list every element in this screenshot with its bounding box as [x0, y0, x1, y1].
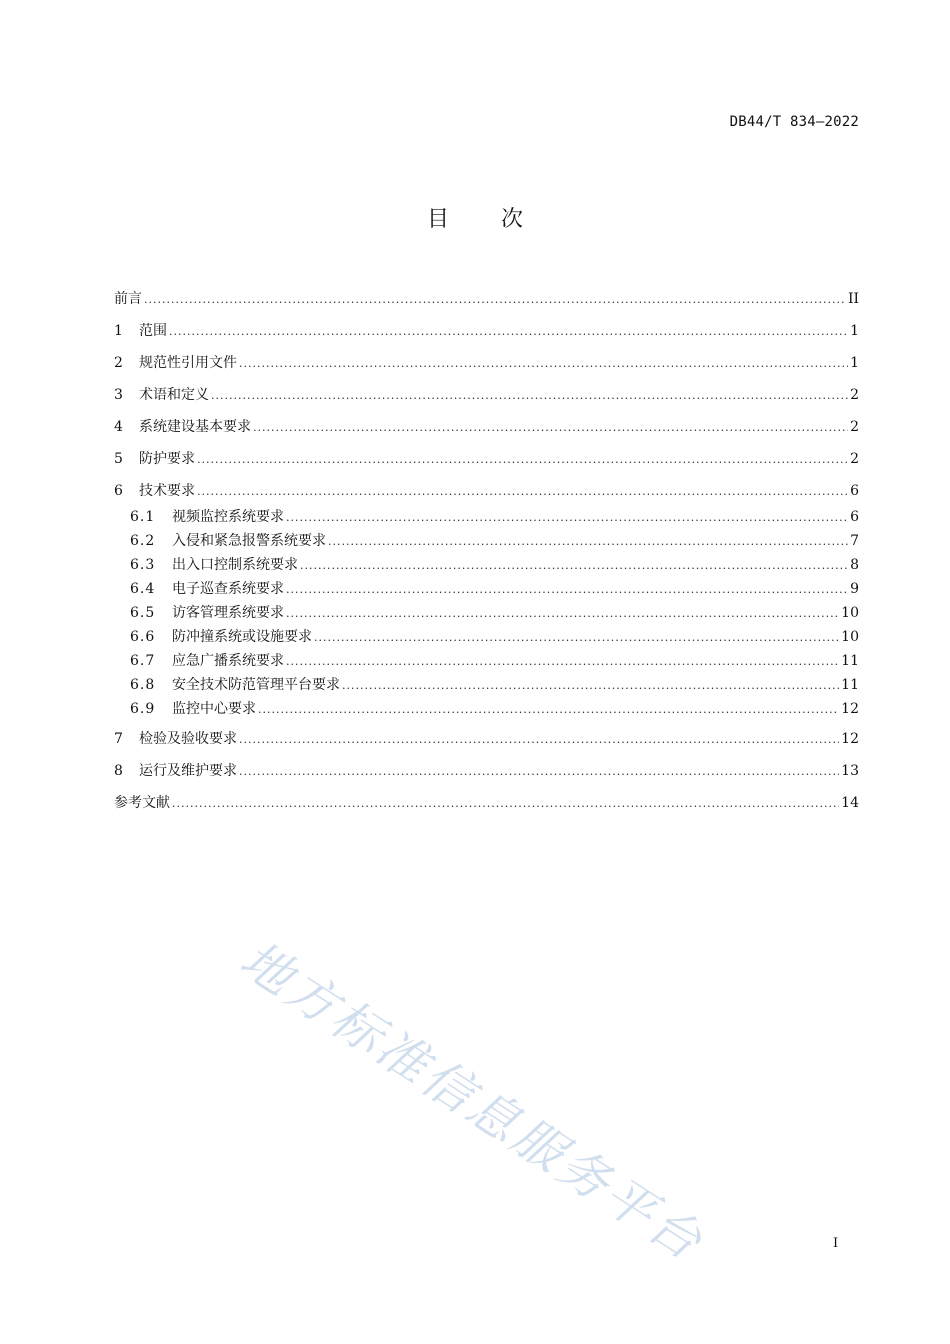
toc-entry-page: 12 — [841, 701, 859, 717]
toc-leader-dots — [286, 578, 848, 602]
toc-entry-number: 2 — [114, 355, 123, 371]
toc-entry-title: 监控中心要求 — [172, 701, 256, 717]
toc-entry-title: 技术要求 — [139, 483, 195, 499]
toc-entry-page: 11 — [841, 677, 859, 693]
toc-entry-title: 术语和定义 — [139, 387, 209, 403]
toc-entry-page: 9 — [850, 581, 859, 597]
toc-leader-dots — [239, 352, 848, 376]
toc-entry-number: 5 — [114, 451, 123, 467]
toc-entry-title: 参考文献 — [114, 795, 170, 811]
toc-leader-dots — [211, 384, 848, 408]
toc-subentry[interactable] — [114, 625, 859, 649]
toc-entry-number: 4 — [114, 419, 123, 435]
toc-entry-page: 13 — [841, 763, 859, 779]
table-of-contents — [114, 287, 859, 823]
toc-entry-page: 8 — [850, 557, 859, 573]
toc-entry[interactable] — [114, 447, 859, 471]
toc-leader-dots — [342, 674, 839, 698]
toc-entry-page: II — [847, 291, 859, 307]
toc-leader-dots — [239, 760, 839, 784]
toc-entry[interactable] — [114, 415, 859, 439]
toc-entry-page: 6 — [850, 509, 859, 525]
toc-entry-number: 7 — [114, 731, 123, 747]
toc-entry-page: 2 — [850, 419, 859, 435]
toc-leader-dots — [253, 416, 848, 440]
toc-entry-page: 6 — [850, 483, 859, 499]
toc-entry-number: 6.9 — [130, 701, 156, 717]
toc-entry-number: 6.2 — [130, 533, 156, 549]
toc-entry-title: 安全技术防范管理平台要求 — [172, 677, 340, 693]
toc-leader-dots — [197, 448, 848, 472]
toc-subentry[interactable] — [114, 529, 859, 553]
toc-entry-page: 2 — [850, 451, 859, 467]
page-number: I — [833, 1236, 839, 1251]
document-code: DB44/T 834—2022 — [729, 114, 859, 130]
toc-entry-title: 应急广播系统要求 — [172, 653, 284, 669]
toc-entry[interactable] — [114, 319, 859, 343]
toc-subentry[interactable] — [114, 673, 859, 697]
watermark: 地方标准信息服务平台 — [230, 930, 715, 1273]
toc-entry-title: 访客管理系统要求 — [172, 605, 284, 621]
toc-entry-number: 6.3 — [130, 557, 156, 573]
toc-entry-number: 6.4 — [130, 581, 156, 597]
toc-leader-dots — [286, 650, 839, 674]
toc-subentry[interactable] — [114, 649, 859, 673]
toc-entry-title: 运行及维护要求 — [139, 763, 237, 779]
toc-leader-dots — [286, 602, 839, 626]
toc-entry-title: 出入口控制系统要求 — [172, 557, 298, 573]
toc-entry-page: 11 — [841, 653, 859, 669]
toc-entry-title: 系统建设基本要求 — [139, 419, 251, 435]
toc-leader-dots — [144, 288, 846, 312]
toc-entry-page: 1 — [850, 355, 859, 371]
toc-leader-dots — [314, 626, 839, 650]
toc-entry-number: 6 — [114, 483, 123, 499]
toc-leader-dots — [328, 530, 848, 554]
toc-entry-number: 6.1 — [130, 509, 156, 525]
toc-entry[interactable] — [114, 287, 859, 311]
toc-entry-number: 1 — [114, 323, 123, 339]
toc-entry[interactable] — [114, 791, 859, 815]
toc-entry-title: 电子巡查系统要求 — [172, 581, 284, 597]
toc-entry-page: 12 — [841, 731, 859, 747]
toc-subentry[interactable] — [114, 505, 859, 529]
toc-entry-title: 视频监控系统要求 — [172, 509, 284, 525]
toc-entry[interactable] — [114, 759, 859, 783]
toc-entry-page: 10 — [841, 629, 859, 645]
toc-entry-number: 6.8 — [130, 677, 156, 693]
page-title: 目次 — [426, 207, 575, 232]
toc-entry-number: 6.6 — [130, 629, 156, 645]
toc-entry-title: 入侵和紧急报警系统要求 — [172, 533, 326, 549]
toc-entry-title: 防冲撞系统或设施要求 — [172, 629, 312, 645]
toc-subentry[interactable] — [114, 553, 859, 577]
toc-entry-page: 10 — [841, 605, 859, 621]
toc-entry-number: 6.7 — [130, 653, 156, 669]
toc-entry-title: 规范性引用文件 — [139, 355, 237, 371]
toc-entry-page: 7 — [850, 533, 859, 549]
toc-entry-number: 6.5 — [130, 605, 156, 621]
toc-entry-page: 2 — [850, 387, 859, 403]
toc-leader-dots — [172, 792, 839, 816]
toc-entry-title: 前言 — [114, 291, 142, 307]
toc-entry-title: 范围 — [139, 323, 167, 339]
toc-subentry[interactable] — [114, 577, 859, 601]
toc-entry[interactable] — [114, 479, 859, 503]
toc-leader-dots — [197, 480, 848, 504]
toc-leader-dots — [300, 554, 848, 578]
toc-entry-number: 8 — [114, 763, 123, 779]
toc-entry-title: 检验及验收要求 — [139, 731, 237, 747]
toc-entry[interactable] — [114, 727, 859, 751]
toc-leader-dots — [169, 320, 848, 344]
toc-leader-dots — [239, 728, 839, 752]
toc-entry[interactable] — [114, 351, 859, 375]
toc-subentry[interactable] — [114, 697, 859, 721]
toc-entry-title: 防护要求 — [139, 451, 195, 467]
toc-entry-page: 14 — [841, 795, 859, 811]
toc-entry[interactable] — [114, 383, 859, 407]
toc-subentry[interactable] — [114, 601, 859, 625]
toc-leader-dots — [258, 698, 839, 722]
toc-leader-dots — [286, 506, 848, 530]
toc-entry-page: 1 — [850, 323, 859, 339]
toc-entry-number: 3 — [114, 387, 123, 403]
